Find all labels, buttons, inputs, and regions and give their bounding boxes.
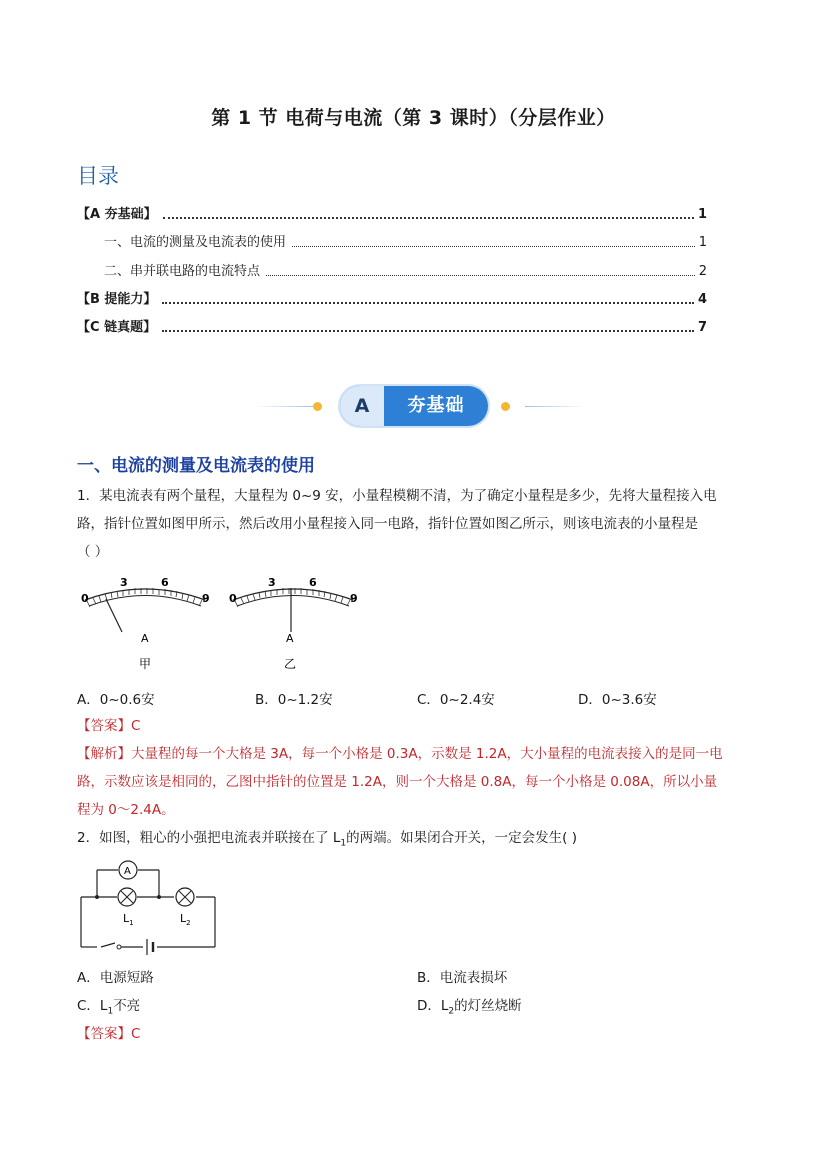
toc-entry-a[interactable] xyxy=(77,204,707,222)
toc-entry-label: 【B 提能力】 xyxy=(77,292,157,307)
analysis-label: 【解析】 xyxy=(77,746,131,762)
answer-label: 【答案】 xyxy=(77,1026,131,1042)
meter-ticks xyxy=(87,588,202,607)
page-title: 第 1 节 电荷与电流（第 3 课时）（分层作业） xyxy=(211,107,616,129)
q2-option-a[interactable]: A．电源短路 xyxy=(77,970,154,986)
meter-label-0: 0 xyxy=(229,592,237,605)
meter-label-6: 6 xyxy=(309,576,317,589)
analysis-line-1: 大量程的每一个大格是 3A，每一个小格是 0.3A，示数是 1.2A，大小量程的电流表接入的是同一电 xyxy=(131,746,723,762)
meter-label-9: 9 xyxy=(202,592,210,605)
q1-answer xyxy=(77,712,752,740)
battery-symbol xyxy=(147,939,153,955)
question-2 xyxy=(77,824,752,858)
meter-scale-arc xyxy=(233,589,353,600)
question-2-text-after: 的两端。如果闭合开关，一定会发生( ) xyxy=(346,830,577,846)
toc-entry-page: 2 xyxy=(698,264,707,279)
meter-label-9: 9 xyxy=(350,592,358,605)
toc-entry-b[interactable] xyxy=(77,289,707,307)
ammeter-figure xyxy=(75,570,365,675)
toc-leader-dots xyxy=(162,330,694,332)
ammeter-yi xyxy=(229,576,358,671)
lamp-l1-symbol xyxy=(118,888,136,906)
banner-line-right xyxy=(525,406,585,407)
lamp-l2-symbol xyxy=(176,888,194,906)
toc-entry-page: 7 xyxy=(697,320,707,335)
banner-pill xyxy=(340,386,488,426)
section-heading: 一、电流的测量及电流表的使用 xyxy=(77,456,315,476)
question-1-line-3: （ ） xyxy=(77,544,109,560)
meter-label-6: 6 xyxy=(161,576,169,589)
banner-text: 夯基础 xyxy=(407,395,465,416)
banner-dot-left xyxy=(313,402,322,411)
ammeter-jia xyxy=(81,576,210,671)
meter-label-3: 3 xyxy=(120,576,128,589)
toc-entry-c[interactable] xyxy=(77,317,707,335)
q1-option-a[interactable]: A．0~0.6安 xyxy=(77,692,155,708)
toc-leader-dots xyxy=(162,302,694,304)
toc-entry-label: 【C 链真题】 xyxy=(77,320,157,335)
banner-letter: A xyxy=(340,386,384,426)
answer-value: C xyxy=(131,1026,141,1042)
q1-analysis xyxy=(77,740,752,824)
section-banner xyxy=(255,386,585,428)
analysis-line-2: 路，示数应该是相同的，乙图中指针的位置是 1.2A，则一个大格是 0.8A，每一个小格是 0.08A，所以小量 xyxy=(77,774,718,790)
meter-unit: A xyxy=(286,632,294,645)
toc-leader-dots xyxy=(292,246,695,247)
toc-entry-page: 4 xyxy=(697,292,707,307)
toc-entry-section-1[interactable] xyxy=(77,232,707,250)
toc-heading: 目录 xyxy=(77,164,119,188)
analysis-line-3: 程为 0～2.4A。 xyxy=(77,802,175,818)
toc-entry-label: 【A 夯基础】 xyxy=(77,207,157,222)
ammeter-symbol xyxy=(119,861,137,879)
q2-option-c[interactable]: C．$L_1$不亮 xyxy=(77,998,141,1017)
circuit-diagram xyxy=(75,855,225,955)
meter-unit: A xyxy=(141,632,149,645)
banner-dot-right xyxy=(501,402,510,411)
meter-ticks xyxy=(235,588,350,607)
q2-answer xyxy=(77,1020,752,1048)
meter-label-0: 0 xyxy=(81,592,89,605)
figure-caption-yi: 乙 xyxy=(284,657,297,671)
q1-option-b[interactable]: B．0~1.2安 xyxy=(255,692,333,708)
q2-option-d[interactable]: D．$L_2$的灯丝烧断 xyxy=(417,998,522,1017)
meter-needle xyxy=(106,599,122,632)
junction-node xyxy=(95,895,99,899)
answer-value: C xyxy=(131,718,141,734)
question-1-line-2: 路，指针位置如图甲所示，然后改用小量程接入同一电路，指针位置如图乙所示，则该电流表的小量程是 xyxy=(77,516,698,532)
toc-entry-page: 1 xyxy=(697,207,707,222)
junction-node xyxy=(157,895,161,899)
meter-scale-arc xyxy=(85,589,205,600)
banner-line-left xyxy=(255,406,315,407)
meter-label-3: 3 xyxy=(268,576,276,589)
lamp-l1-label: $L_1$ xyxy=(123,912,134,927)
switch-contact xyxy=(117,945,121,949)
lamp-l2-label: $L_2$ xyxy=(180,912,191,927)
toc-leader-dots xyxy=(163,217,694,219)
question-1 xyxy=(77,482,752,566)
question-2-text: 2．如图，粗心的小强把电流表并联接在了 L xyxy=(77,830,341,846)
ammeter-label: A xyxy=(124,866,131,877)
toc-entry-page: 1 xyxy=(698,235,707,250)
toc-entry-label: 一、电流的测量及电流表的使用 xyxy=(104,235,287,250)
question-1-line-1: 1．某电流表有两个量程，大量程为 0~9 安，小量程模糊不清，为了确定小量程是多少，先将大量程接入电 xyxy=(77,488,717,504)
q1-option-d[interactable]: D．0~3.6安 xyxy=(578,692,657,708)
q1-option-c[interactable]: C．0~2.4安 xyxy=(417,692,495,708)
circuit-wires xyxy=(81,870,215,947)
toc-leader-dots xyxy=(266,275,695,276)
toc-entry-label: 二、串并联电路的电流特点 xyxy=(104,264,261,279)
question-2-subscript: 1 xyxy=(340,838,347,849)
q2-option-b[interactable]: B．电流表损坏 xyxy=(417,970,508,986)
toc-entry-section-2[interactable] xyxy=(77,261,707,279)
figure-caption-jia: 甲 xyxy=(139,657,152,671)
answer-label: 【答案】 xyxy=(77,718,131,734)
